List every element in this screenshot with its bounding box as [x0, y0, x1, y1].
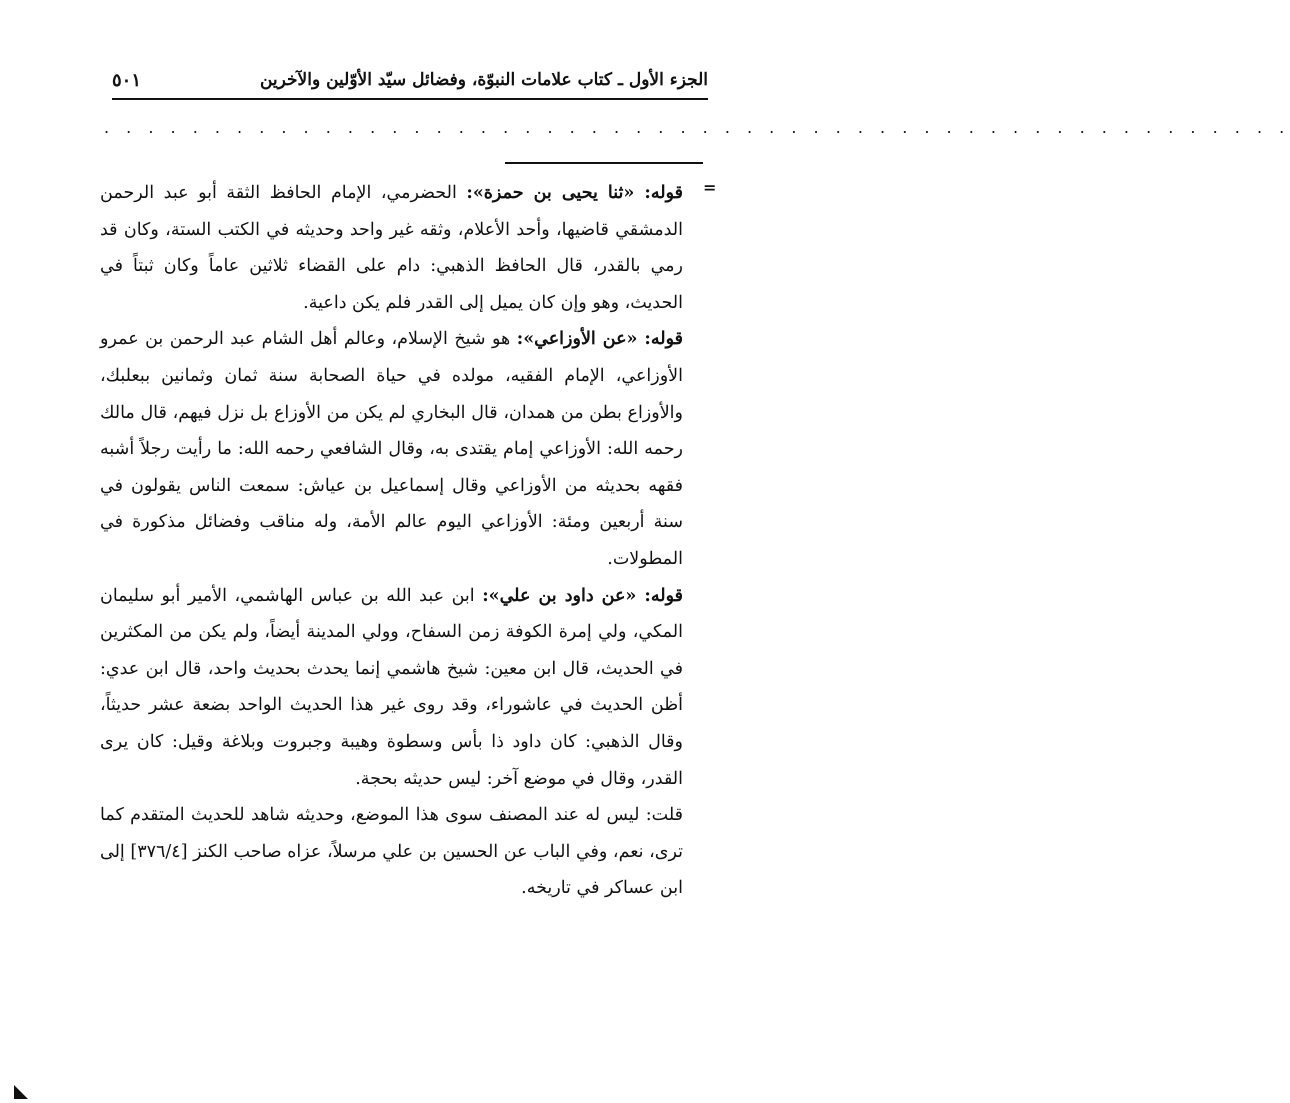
page-header — [112, 64, 708, 100]
lemma-heading: قوله: «عن داود بن علي»: — [482, 585, 683, 606]
paragraph-text: ابن عبد الله بن عباس الهاشمي، الأمير أبو سليمان المكي، ولي إمرة الكوفة زمن السفاح، وولي المدينة أيضاً، ولم يكن من المكثرين في الحديث، قال ابن معين: شيخ هاشمي إنما يحدث بحديث واحد، قال ابن عدي: أظن الحديث في عاشوراء، وقد روى غير هذا الحديث الواحد بضعة عشر حديثاً، وقال الذهبي: كان داود ذا بأس وسطوة وهيبة وجبروت وبلاغة وقيل: كان يرى القدر، وقال في موضع آخر: ليس حديثه بحجة. — [100, 585, 683, 789]
paragraph-author-note — [100, 797, 683, 907]
corner-triangle-mark — [14, 1085, 28, 1099]
paragraph-text: الحضرمي، الإمام الحافظ الثقة أبو عبد الرحمن الدمشقي قاضيها، وأحد الأعلام، وثقه غير واحد وحديثه في الكتب الستة، وكان قد رمي بالقدر، قال الحافظ الذهبي: دام على القضاء ثلاثين عاماً وكان ثبتاً في الحديث، وهو وإن كان يميل إلى القدر فلم يكن داعية. — [100, 183, 683, 313]
footnote-rule — [505, 162, 703, 164]
page-number: ٥٠١ — [112, 70, 142, 91]
lemma-heading: قوله: «عن الأوزاعي»: — [516, 329, 684, 350]
running-head: الجزء الأول ـ كتاب علامات النبوّة، وفضائل سيّد الأوّلين والآخرين — [259, 70, 708, 90]
paragraph-awzai — [100, 321, 683, 577]
paragraph-dawud-ibn-ali — [100, 578, 683, 798]
dotted-separator: . . . . . . . . . . . . . . . . . . . . . . . . . . . . . . . . . . . . . . . . . . . . . . . . . . . . . . — [104, 118, 1290, 137]
paragraph-text: قلت: ليس له عند المصنف سوى هذا الموضع، وحديثه شاهد للحديث المتقدم كما ترى، نعم، وفي الباب عن الحسين بن علي مرسلاً، عزاه صاحب الكنز [٣٧٦/٤] إلى ابن عساكر في تاريخه. — [100, 805, 683, 899]
paragraph-text: هو شيخ الإسلام، وعالم أهل الشام عبد الرحمن بن عمرو الأوزاعي، الإمام الفقيه، مولده في حياة الصحابة سنة ثمان وثمانين ببعلبك، والأوزاع بطن من همدان، قال البخاري لم يكن من الأوزاع بل نزل فيهم، قال مالك رحمه الله: الأوزاعي إمام يقتدى به، وقال الشافعي رحمه الله: ما رأيت رجلاً أشبه فقهه بحديثه من الأوزاعي وقال إسماعيل بن عياش: سمعت الناس يقولون في سنة أربعين ومئة: الأوزاعي اليوم عالم الأمة، وله مناقب وفضائل مذكورة في المطولات. — [100, 329, 683, 569]
continuation-mark: = — [703, 178, 717, 197]
paragraph-yahya-ibn-hamza — [100, 175, 683, 321]
commentary-body — [100, 175, 683, 907]
lemma-heading: قوله: «ثنا يحيى بن حمزة»: — [466, 183, 683, 203]
